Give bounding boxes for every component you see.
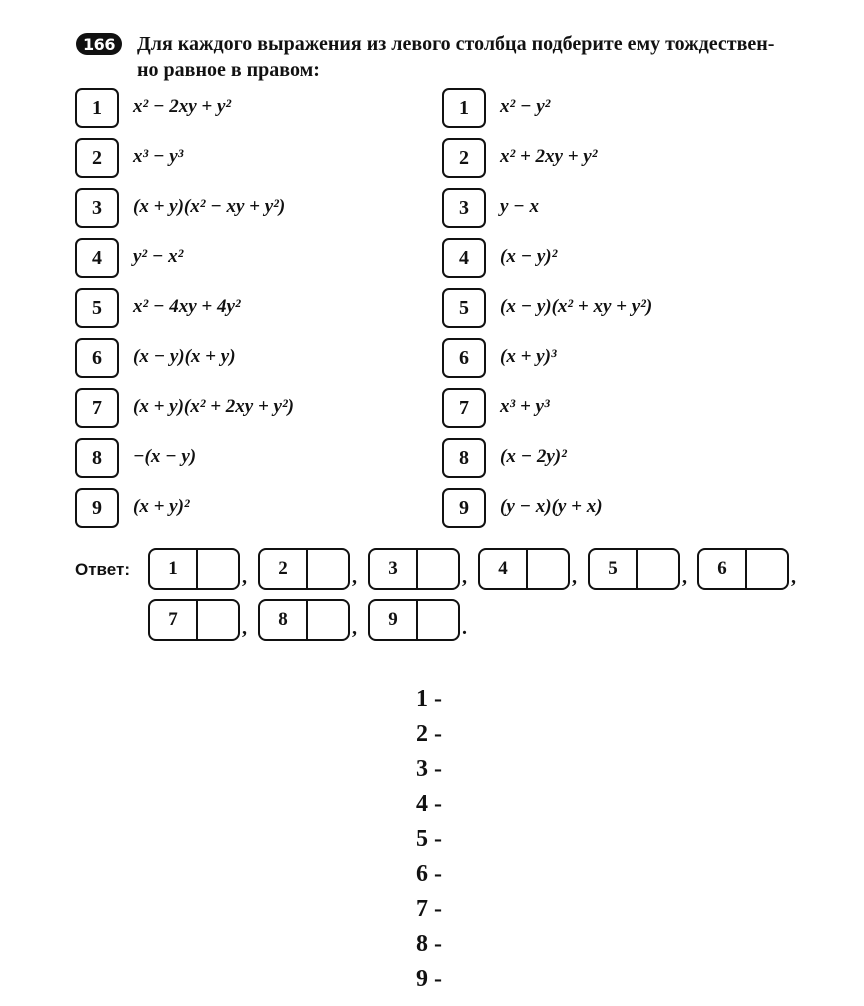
answer-separator: , bbox=[242, 617, 247, 639]
answer-line-7: 7 - bbox=[416, 896, 442, 922]
right-expression: (x + y)³ bbox=[500, 346, 557, 367]
answer-separator: , bbox=[242, 566, 247, 588]
answer-cell-blank[interactable] bbox=[198, 550, 238, 588]
right-expression: (x − 2y)² bbox=[500, 446, 567, 467]
answer-cell-1[interactable] bbox=[148, 548, 240, 590]
answer-cell-8[interactable] bbox=[258, 599, 350, 641]
right-number-box: 5 bbox=[442, 288, 486, 328]
task-instruction bbox=[137, 31, 817, 83]
right-number-box: 1 bbox=[442, 88, 486, 128]
answer-separator: , bbox=[352, 617, 357, 639]
right-expression: (y − x)(y + x) bbox=[500, 496, 603, 517]
left-expression: (x − y)(x + y) bbox=[133, 346, 236, 367]
task-instruction-line-1: Для каждого выражения из левого столбца подберите ему тождествен- bbox=[137, 33, 775, 55]
answer-cell-number: 7 bbox=[150, 601, 198, 639]
task-instruction-line-2: но равное в правом: bbox=[137, 59, 320, 81]
left-expression: (x + y)(x² + 2xy + y²) bbox=[133, 396, 294, 417]
answer-cell-blank[interactable] bbox=[308, 550, 348, 588]
left-expression: x² − 2xy + y² bbox=[133, 96, 232, 117]
answer-cell-5[interactable] bbox=[588, 548, 680, 590]
answer-cell-7[interactable] bbox=[148, 599, 240, 641]
right-number-box: 9 bbox=[442, 488, 486, 528]
left-expression: x³ − y³ bbox=[133, 146, 184, 167]
answer-cell-number: 5 bbox=[590, 550, 638, 588]
left-number-box: 4 bbox=[75, 238, 119, 278]
answer-separator: , bbox=[572, 566, 577, 588]
answer-line-4: 4 - bbox=[416, 791, 442, 817]
left-number-box: 7 bbox=[75, 388, 119, 428]
left-number-box: 9 bbox=[75, 488, 119, 528]
answer-cell-blank[interactable] bbox=[418, 550, 458, 588]
right-expression: y − x bbox=[500, 196, 539, 217]
left-number-box: 5 bbox=[75, 288, 119, 328]
left-expression: y² − x² bbox=[133, 246, 184, 267]
right-number-box: 2 bbox=[442, 138, 486, 178]
right-expression: x² − y² bbox=[500, 96, 551, 117]
answer-cell-number: 6 bbox=[699, 550, 747, 588]
answer-cell-number: 2 bbox=[260, 550, 308, 588]
answer-line-6: 6 - bbox=[416, 861, 442, 887]
answer-cell-3[interactable] bbox=[368, 548, 460, 590]
left-number-box: 3 bbox=[75, 188, 119, 228]
left-expression: (x + y)(x² − xy + y²) bbox=[133, 196, 286, 217]
answer-cell-number: 1 bbox=[150, 550, 198, 588]
left-expression: (x + y)² bbox=[133, 496, 190, 517]
right-expression: x² + 2xy + y² bbox=[500, 146, 598, 167]
answer-cell-blank[interactable] bbox=[418, 601, 458, 639]
answer-cell-blank[interactable] bbox=[528, 550, 568, 588]
answer-cell-blank[interactable] bbox=[638, 550, 678, 588]
answer-cell-4[interactable] bbox=[478, 548, 570, 590]
answer-separator: , bbox=[682, 566, 687, 588]
answer-cell-number: 9 bbox=[370, 601, 418, 639]
left-number-box: 6 bbox=[75, 338, 119, 378]
answer-lines bbox=[416, 682, 442, 997]
answer-cell-blank[interactable] bbox=[308, 601, 348, 639]
answer-separator: , bbox=[791, 566, 796, 588]
answer-cell-number: 8 bbox=[260, 601, 308, 639]
answer-cell-2[interactable] bbox=[258, 548, 350, 590]
left-expression: −(x − y) bbox=[133, 446, 197, 467]
answer-cell-9[interactable] bbox=[368, 599, 460, 641]
right-expression: (x − y)² bbox=[500, 246, 558, 267]
right-number-box: 4 bbox=[442, 238, 486, 278]
answer-cell-blank[interactable] bbox=[198, 601, 238, 639]
right-expression: (x − y)(x² + xy + y²) bbox=[500, 296, 653, 317]
left-number-box: 8 bbox=[75, 438, 119, 478]
answer-label: Ответ: bbox=[75, 560, 130, 579]
answer-separator: , bbox=[462, 566, 467, 588]
right-expression: x³ + y³ bbox=[500, 396, 550, 417]
answer-line-3: 3 - bbox=[416, 756, 442, 782]
answer-line-8: 8 - bbox=[416, 931, 442, 957]
answer-line-2: 2 - bbox=[416, 721, 442, 747]
left-number-box: 1 bbox=[75, 88, 119, 128]
answer-separator: , bbox=[352, 566, 357, 588]
answer-line-5: 5 - bbox=[416, 826, 442, 852]
answer-cell-6[interactable] bbox=[697, 548, 789, 590]
right-number-box: 8 bbox=[442, 438, 486, 478]
left-expression: x² − 4xy + 4y² bbox=[133, 296, 241, 317]
answer-cell-number: 4 bbox=[480, 550, 528, 588]
right-number-box: 3 bbox=[442, 188, 486, 228]
answer-cell-blank[interactable] bbox=[747, 550, 787, 588]
answer-cell-number: 3 bbox=[370, 550, 418, 588]
right-number-box: 6 bbox=[442, 338, 486, 378]
answer-line-1: 1 - bbox=[416, 686, 442, 712]
answer-end-mark: . bbox=[462, 617, 467, 639]
right-number-box: 7 bbox=[442, 388, 486, 428]
left-number-box: 2 bbox=[75, 138, 119, 178]
answer-line-9: 9 - bbox=[416, 966, 442, 992]
task-number-badge: 166 bbox=[76, 33, 122, 55]
